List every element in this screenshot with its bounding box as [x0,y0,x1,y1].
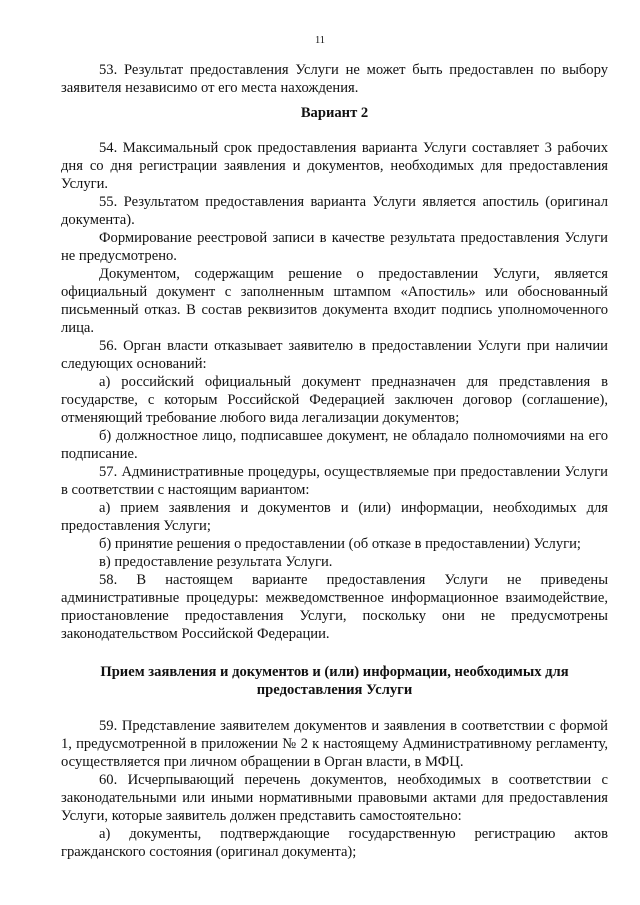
list-item-57-a: а) прием заявления и документов и (или) информации, необходимых для предоставления Услуги; [61,500,608,534]
paragraph-60: 60. Исчерпывающий перечень документов, необходимых в соответствии с законодательными или иными нормативными правовыми актами для предоставления Услуги, которые заявитель должен представить самостоятельно: [61,772,608,824]
paragraph-53: 53. Результат предоставления Услуги не может быть предоставлен по выбору заявителя независимо от его места нахождения. [61,62,608,96]
paragraph-58: 58. В настоящем варианте предоставления Услуги не приведены административные процедуры: межведомственное информационное взаимодействие, приостановление предоставления Услуги, поскольку они не предусмотрены законодательством Российской Федерации. [61,572,608,642]
paragraph-decision-document: Документом, содержащим решение о предоставлении Услуги, является официальный документ с заполненным штампом «Апостиль» или обоснованный письменный отказ. В состав реквизитов документа входит подпись уполномоченного лица. [61,266,608,336]
list-item-57-c: в) предоставление результата Услуги. [99,554,333,570]
heading-variant-2: Вариант 2 [300,105,369,121]
heading-application-reception: Прием заявления и документов и (или) информации, необходимых для предоставления Услуги [100,664,569,698]
list-item-56-b: б) должностное лицо, подписавшее документ, не обладало полномочиями на его подписание. [61,428,608,462]
paragraph-59: 59. Представление заявителем документов и заявления в соответствии с формой 1, предусмотренной в приложении № 2 к настоящему Административному регламенту, осуществляется при личном обращении в Орган власти, в МФЦ. [61,718,608,770]
page-number: 11 [314,35,326,46]
paragraph-registry-record: Формирование реестровой записи в качестве результата предоставления Услуги не предусмотрено. [61,230,608,264]
paragraph-56: 56. Орган власти отказывает заявителю в предоставлении Услуги при наличии следующих оснований: [61,338,608,372]
list-item-60-a: а) документы, подтверждающие государственную регистрацию актов гражданского состояния (оригинал документа); [61,826,608,860]
list-item-57-b: б) принятие решения о предоставлении (об отказе в предоставлении) Услуги; [99,536,581,552]
document-body [61,61,608,861]
paragraph-54: 54. Максимальный срок предоставления варианта Услуги составляет 3 рабочих дня со дня регистрации заявления и документов, необходимых для предоставления Услуги. [61,140,608,192]
paragraph-55: 55. Результатом предоставления варианта Услуги является апостиль (оригинал документа). [61,194,608,228]
list-item-56-a: а) российский официальный документ предназначен для представления в государстве, с которым Российской Федерацией заключен договор (соглашение), отменяющий требование любого вида легализации документов; [61,374,608,426]
paragraph-57: 57. Административные процедуры, осуществляемые при предоставлении Услуги в соответствии с настоящим вариантом: [61,464,608,498]
